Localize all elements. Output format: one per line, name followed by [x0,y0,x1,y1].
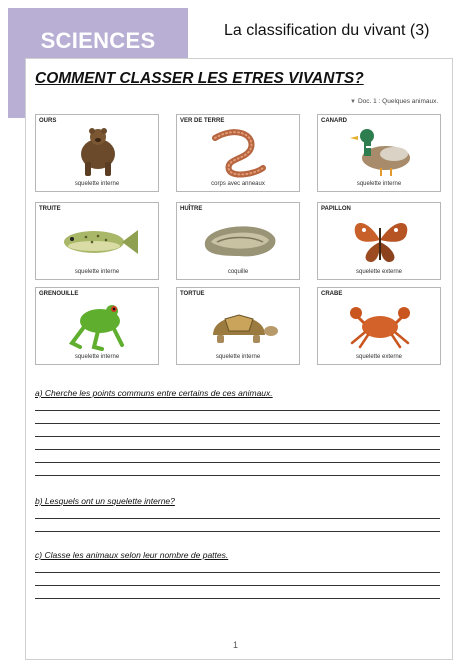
animal-card-oyster [176,202,300,280]
crab-icon [336,297,424,353]
answer-line [35,475,440,476]
animal-caption: squelette interne [356,181,402,187]
answer-line [35,410,440,411]
animal-caption: corps avec anneaux [211,181,265,187]
question-a: a) Cherche les points communs entre certains de ces animaux. [35,388,273,398]
animal-card-tortoise [176,287,300,365]
question-c: c) Classe les animaux selon leur nombre de pattes. [35,550,229,560]
animal-caption: squelette interne [215,354,261,360]
animal-card-duck [317,114,441,192]
oyster-icon [195,212,283,268]
animal-card-bear [35,114,159,192]
animal-caption: coquille [227,269,249,275]
answer-line [35,518,440,519]
triangle-icon: ▼ [350,99,356,105]
animal-name: VER DE TERRE [180,118,225,124]
answer-line [35,449,440,450]
tortoise-icon [195,297,283,353]
answer-line [35,572,440,573]
duck-icon [336,124,424,180]
animal-caption: squelette interne [74,354,120,360]
answer-line [35,585,440,586]
answer-line [35,436,440,437]
answer-line [35,598,440,599]
animal-card-crab [317,287,441,365]
subject-title: SCIENCES [40,28,156,53]
animal-card-trout [35,202,159,280]
animal-caption: squelette externe [355,269,403,275]
animal-name: OURS [39,118,57,124]
animal-card-butterfly [317,202,441,280]
main-title: COMMENT CLASSER LES ETRES VIVANTS? [35,70,364,87]
earthworm-icon [195,124,283,180]
animal-name: CANARD [321,118,347,124]
page-number: 1 [233,640,239,650]
animal-caption: squelette interne [74,181,120,187]
bear-icon [54,124,142,180]
animal-card-earthworm [176,114,300,192]
answer-line [35,531,440,532]
animal-name: GRENOUILLE [39,291,79,297]
document-label: ▼ Doc. 1 : Quelques animaux. [350,98,439,105]
page-header-title: La classification du vivant (3) [224,22,430,39]
animal-name: PAPILLON [321,206,351,212]
animal-name: TRUITE [39,206,61,212]
answer-line [35,423,440,424]
animal-name: HUÎTRE [180,206,203,212]
trout-icon [54,212,142,268]
question-b: b) Lesquels ont un squelette interne? [35,496,175,506]
butterfly-icon [336,212,424,268]
answer-line [35,462,440,463]
animal-name: TORTUE [180,291,205,297]
animal-card-frog [35,287,159,365]
frog-icon [54,297,142,353]
animal-caption: squelette externe [355,354,403,360]
animal-name: CRABE [321,291,343,297]
animal-caption: squelette interne [74,269,120,275]
